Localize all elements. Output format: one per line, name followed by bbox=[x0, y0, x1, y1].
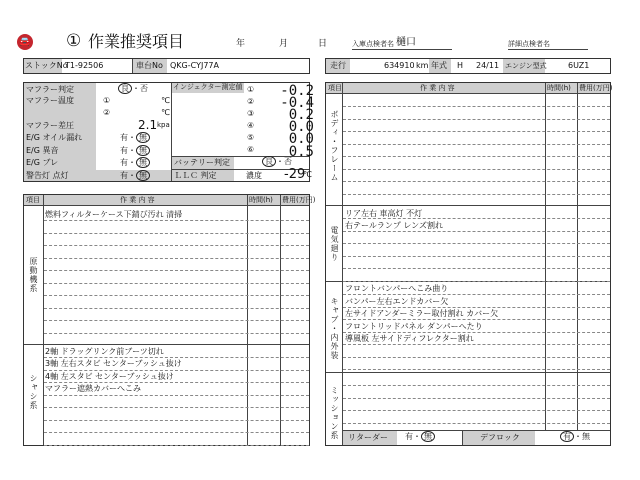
date-day-label: 日 bbox=[318, 39, 328, 49]
row-rule bbox=[343, 119, 610, 120]
row-rule bbox=[343, 218, 610, 219]
row-rule bbox=[343, 194, 610, 195]
retarder-none-circled: 無 bbox=[421, 431, 435, 442]
row-rule bbox=[44, 407, 309, 408]
injector-num-3: ③ bbox=[247, 109, 255, 118]
muffler-diff-unit: kpa bbox=[157, 121, 170, 129]
injector-num-1: ① bbox=[247, 85, 255, 94]
muffler-judge-options: 良 ・否 bbox=[118, 85, 148, 93]
injector-value-6: 0.5 bbox=[288, 145, 314, 156]
section-body: ボディ・フレーム bbox=[330, 110, 339, 182]
row-rule bbox=[44, 420, 309, 421]
chassis-label: 車台No bbox=[136, 61, 163, 70]
battery-label: バッテリー判定 bbox=[174, 158, 230, 167]
row-rule bbox=[44, 357, 309, 358]
injector-value-1: -0.2 bbox=[280, 83, 314, 99]
injector-value-3: 0.2 bbox=[288, 107, 314, 123]
llc-label: ＬＬＣ 判定 bbox=[174, 171, 217, 180]
row-rule bbox=[44, 233, 309, 234]
right-head-item: 項目 bbox=[328, 84, 342, 92]
row-rule bbox=[343, 268, 610, 269]
date-month-label: 月 bbox=[279, 39, 289, 49]
llc-value: -29 bbox=[284, 167, 306, 182]
row-rule bbox=[44, 220, 309, 221]
row-rule bbox=[343, 410, 610, 411]
cab-item-2: バンパー左右エンドカバー欠 bbox=[345, 297, 449, 306]
muffler-judge-label: マフラー判定 bbox=[26, 85, 74, 94]
row-rule bbox=[44, 333, 309, 334]
inspector-underline bbox=[352, 49, 452, 50]
cab-item-1: フロントバンパーへこみ曲り bbox=[345, 284, 449, 293]
inspector-name: 樋口 bbox=[396, 37, 416, 48]
cab-item-5: 導風板 左サイドディフレクター割れ bbox=[345, 334, 474, 343]
injector-value-4: 0.0 bbox=[288, 119, 314, 135]
section-mission: ミッション系 bbox=[330, 386, 339, 440]
year-label: 年式 bbox=[431, 61, 447, 70]
stock-no: T1-92506 bbox=[65, 61, 104, 70]
cab-item-4: フロントリッドパネル ダンパーへたり bbox=[345, 322, 483, 331]
page-number: ① bbox=[66, 31, 82, 51]
engine-item-1: 燃料フィルターケース下錆び汚れ 清掃 bbox=[45, 210, 183, 219]
car-icon: 🚘 bbox=[19, 37, 31, 47]
muffler-temp-2-unit: ℃ bbox=[161, 108, 170, 117]
right-divider-body bbox=[326, 205, 610, 206]
row-rule bbox=[44, 283, 309, 284]
right-head-time: 時間(h) bbox=[547, 84, 571, 92]
row-rule bbox=[44, 320, 309, 321]
company-logo bbox=[17, 34, 33, 50]
retarder-options: 有・ 無 bbox=[405, 433, 435, 441]
row-rule bbox=[44, 370, 309, 371]
row-rule bbox=[44, 308, 309, 309]
warning-none-circled: 無 bbox=[136, 170, 150, 181]
row-rule bbox=[343, 106, 610, 107]
concentration-label: 濃度 bbox=[246, 171, 262, 180]
engine-label: エンジン型式 bbox=[505, 62, 547, 70]
warning-options: 有・ 無 bbox=[120, 172, 150, 180]
row-rule bbox=[44, 245, 309, 246]
section-electrical: 電気廻り bbox=[330, 226, 339, 262]
mileage-label: 走行 bbox=[330, 61, 346, 70]
detail-inspector-label: 詳細点検者名 bbox=[508, 40, 550, 48]
chassis-no: QKG-CYJ77A bbox=[170, 61, 219, 70]
section-chassis: シャシ系 bbox=[29, 374, 38, 410]
oil-leak-label: E/G オイル漏れ bbox=[26, 133, 83, 142]
row-rule bbox=[343, 256, 610, 257]
row-rule bbox=[44, 432, 309, 433]
mileage-unit: km bbox=[416, 61, 429, 70]
electrical-item-1: リア左右 車高灯 不灯 bbox=[345, 209, 423, 218]
row-rule bbox=[44, 382, 309, 383]
injector-value-2: -0.4 bbox=[280, 95, 314, 111]
vibration-label: E/G ブレ bbox=[26, 158, 59, 167]
muffler-good-circled: 良 bbox=[118, 83, 132, 94]
muffler-temp-2: ② bbox=[103, 108, 111, 117]
vibration-options: 有・ 無 bbox=[120, 159, 150, 167]
era: H bbox=[457, 61, 464, 70]
cab-item-3: 左サイドアンダーミラー取付割れ カバー欠 bbox=[345, 309, 499, 318]
left-head-line bbox=[24, 205, 309, 206]
noise-label: E/G 異音 bbox=[26, 146, 59, 155]
model-year: 24/11 bbox=[476, 61, 500, 70]
oil-leak-none-circled: 無 bbox=[136, 132, 150, 143]
noise-options: 有・ 無 bbox=[120, 147, 150, 155]
left-head-content: 作 業 内 容 bbox=[120, 196, 155, 204]
row-rule bbox=[343, 144, 610, 145]
battery-good-circled: 良 bbox=[262, 156, 276, 167]
row-rule bbox=[343, 156, 610, 157]
page-title: 作業推奨項目 bbox=[88, 32, 185, 51]
row-rule bbox=[343, 181, 610, 182]
retarder-label: リターダー bbox=[348, 433, 388, 442]
muffler-diff-value: 2.1 bbox=[138, 118, 158, 132]
engine-model: 6UZ1 bbox=[568, 61, 590, 70]
right-col-item bbox=[342, 83, 343, 445]
chassis-item-3: 4軸 左スタビ センターブッシュ抜け bbox=[45, 372, 174, 381]
date-year-label: 年 bbox=[236, 39, 246, 49]
left-head-cost: 費用(万円) bbox=[282, 196, 316, 204]
mileage-value: 634910 bbox=[384, 61, 415, 70]
row-rule bbox=[343, 131, 610, 132]
row-rule bbox=[343, 398, 610, 399]
row-rule bbox=[343, 385, 610, 386]
difflock-yes-circled: 有 bbox=[560, 431, 574, 442]
left-section-divider bbox=[24, 344, 309, 345]
row-rule bbox=[343, 344, 610, 345]
difflock-label: デフロック bbox=[480, 433, 520, 442]
section-engine: 原動機系 bbox=[29, 257, 38, 293]
right-head-cost: 費用(万円) bbox=[579, 84, 613, 92]
row-rule bbox=[343, 332, 610, 333]
row-rule bbox=[343, 369, 610, 370]
section-cab: キャブ・内外装 bbox=[330, 297, 339, 360]
right-head-content: 作 業 内 容 bbox=[420, 84, 455, 92]
row-rule bbox=[343, 169, 610, 170]
battery-options: 良 ・否 bbox=[262, 158, 292, 166]
injector-num-2: ② bbox=[247, 97, 255, 106]
row-rule bbox=[343, 319, 610, 320]
warning-label: 警告灯 点灯 bbox=[26, 171, 69, 180]
electrical-item-2: 右テールランプ レンズ割れ bbox=[345, 221, 443, 230]
muffler-temp-1: ① bbox=[103, 96, 111, 105]
row-rule bbox=[343, 357, 610, 358]
muffler-temp-1-unit: ℃ bbox=[161, 96, 170, 105]
row-rule bbox=[343, 307, 610, 308]
row-rule bbox=[44, 270, 309, 271]
injector-label: インジェクター測定値 bbox=[173, 83, 243, 91]
injector-num-4: ④ bbox=[247, 121, 255, 130]
inspector-label: 入庫点検者名 bbox=[352, 40, 394, 48]
chassis-item-2: 3軸 左右スタビ センターブッシュ抜け bbox=[45, 359, 182, 368]
row-rule bbox=[44, 445, 309, 446]
right-head-line bbox=[326, 93, 610, 94]
injector-value-5: 0.0 bbox=[288, 131, 314, 147]
detail-inspector-underline bbox=[508, 49, 588, 50]
oil-leak-options: 有・ 無 bbox=[120, 134, 150, 142]
row-rule bbox=[343, 281, 610, 282]
chassis-item-1: 2軸 ドラッグリンク前ブーツ切れ bbox=[45, 347, 164, 356]
injector-num-6: ⑥ bbox=[247, 145, 255, 154]
left-head-item: 項目 bbox=[26, 196, 40, 204]
row-rule bbox=[44, 258, 309, 259]
row-rule bbox=[44, 295, 309, 296]
right-table bbox=[325, 82, 611, 446]
row-rule bbox=[343, 243, 610, 244]
chassis-item-4: マフラー遮熱カバーへこみ bbox=[45, 384, 141, 393]
row-rule bbox=[343, 294, 610, 295]
noise-none-circled: 無 bbox=[136, 145, 150, 156]
muffler-temp-label: マフラー温度 bbox=[26, 96, 74, 105]
right-divider-cab bbox=[326, 372, 610, 373]
difflock-options: 有 ・無 bbox=[560, 433, 590, 441]
vibration-none-circled: 無 bbox=[136, 157, 150, 168]
row-rule bbox=[343, 231, 610, 232]
llc-unit: ℃ bbox=[303, 170, 312, 179]
row-rule bbox=[343, 423, 610, 424]
injector-num-5: ⑤ bbox=[247, 133, 255, 142]
stock-label: ストックNo bbox=[25, 61, 68, 70]
left-head-time: 時間(h) bbox=[249, 196, 273, 204]
muffler-diff-label: マフラー差圧 bbox=[26, 121, 74, 130]
row-rule bbox=[44, 395, 309, 396]
